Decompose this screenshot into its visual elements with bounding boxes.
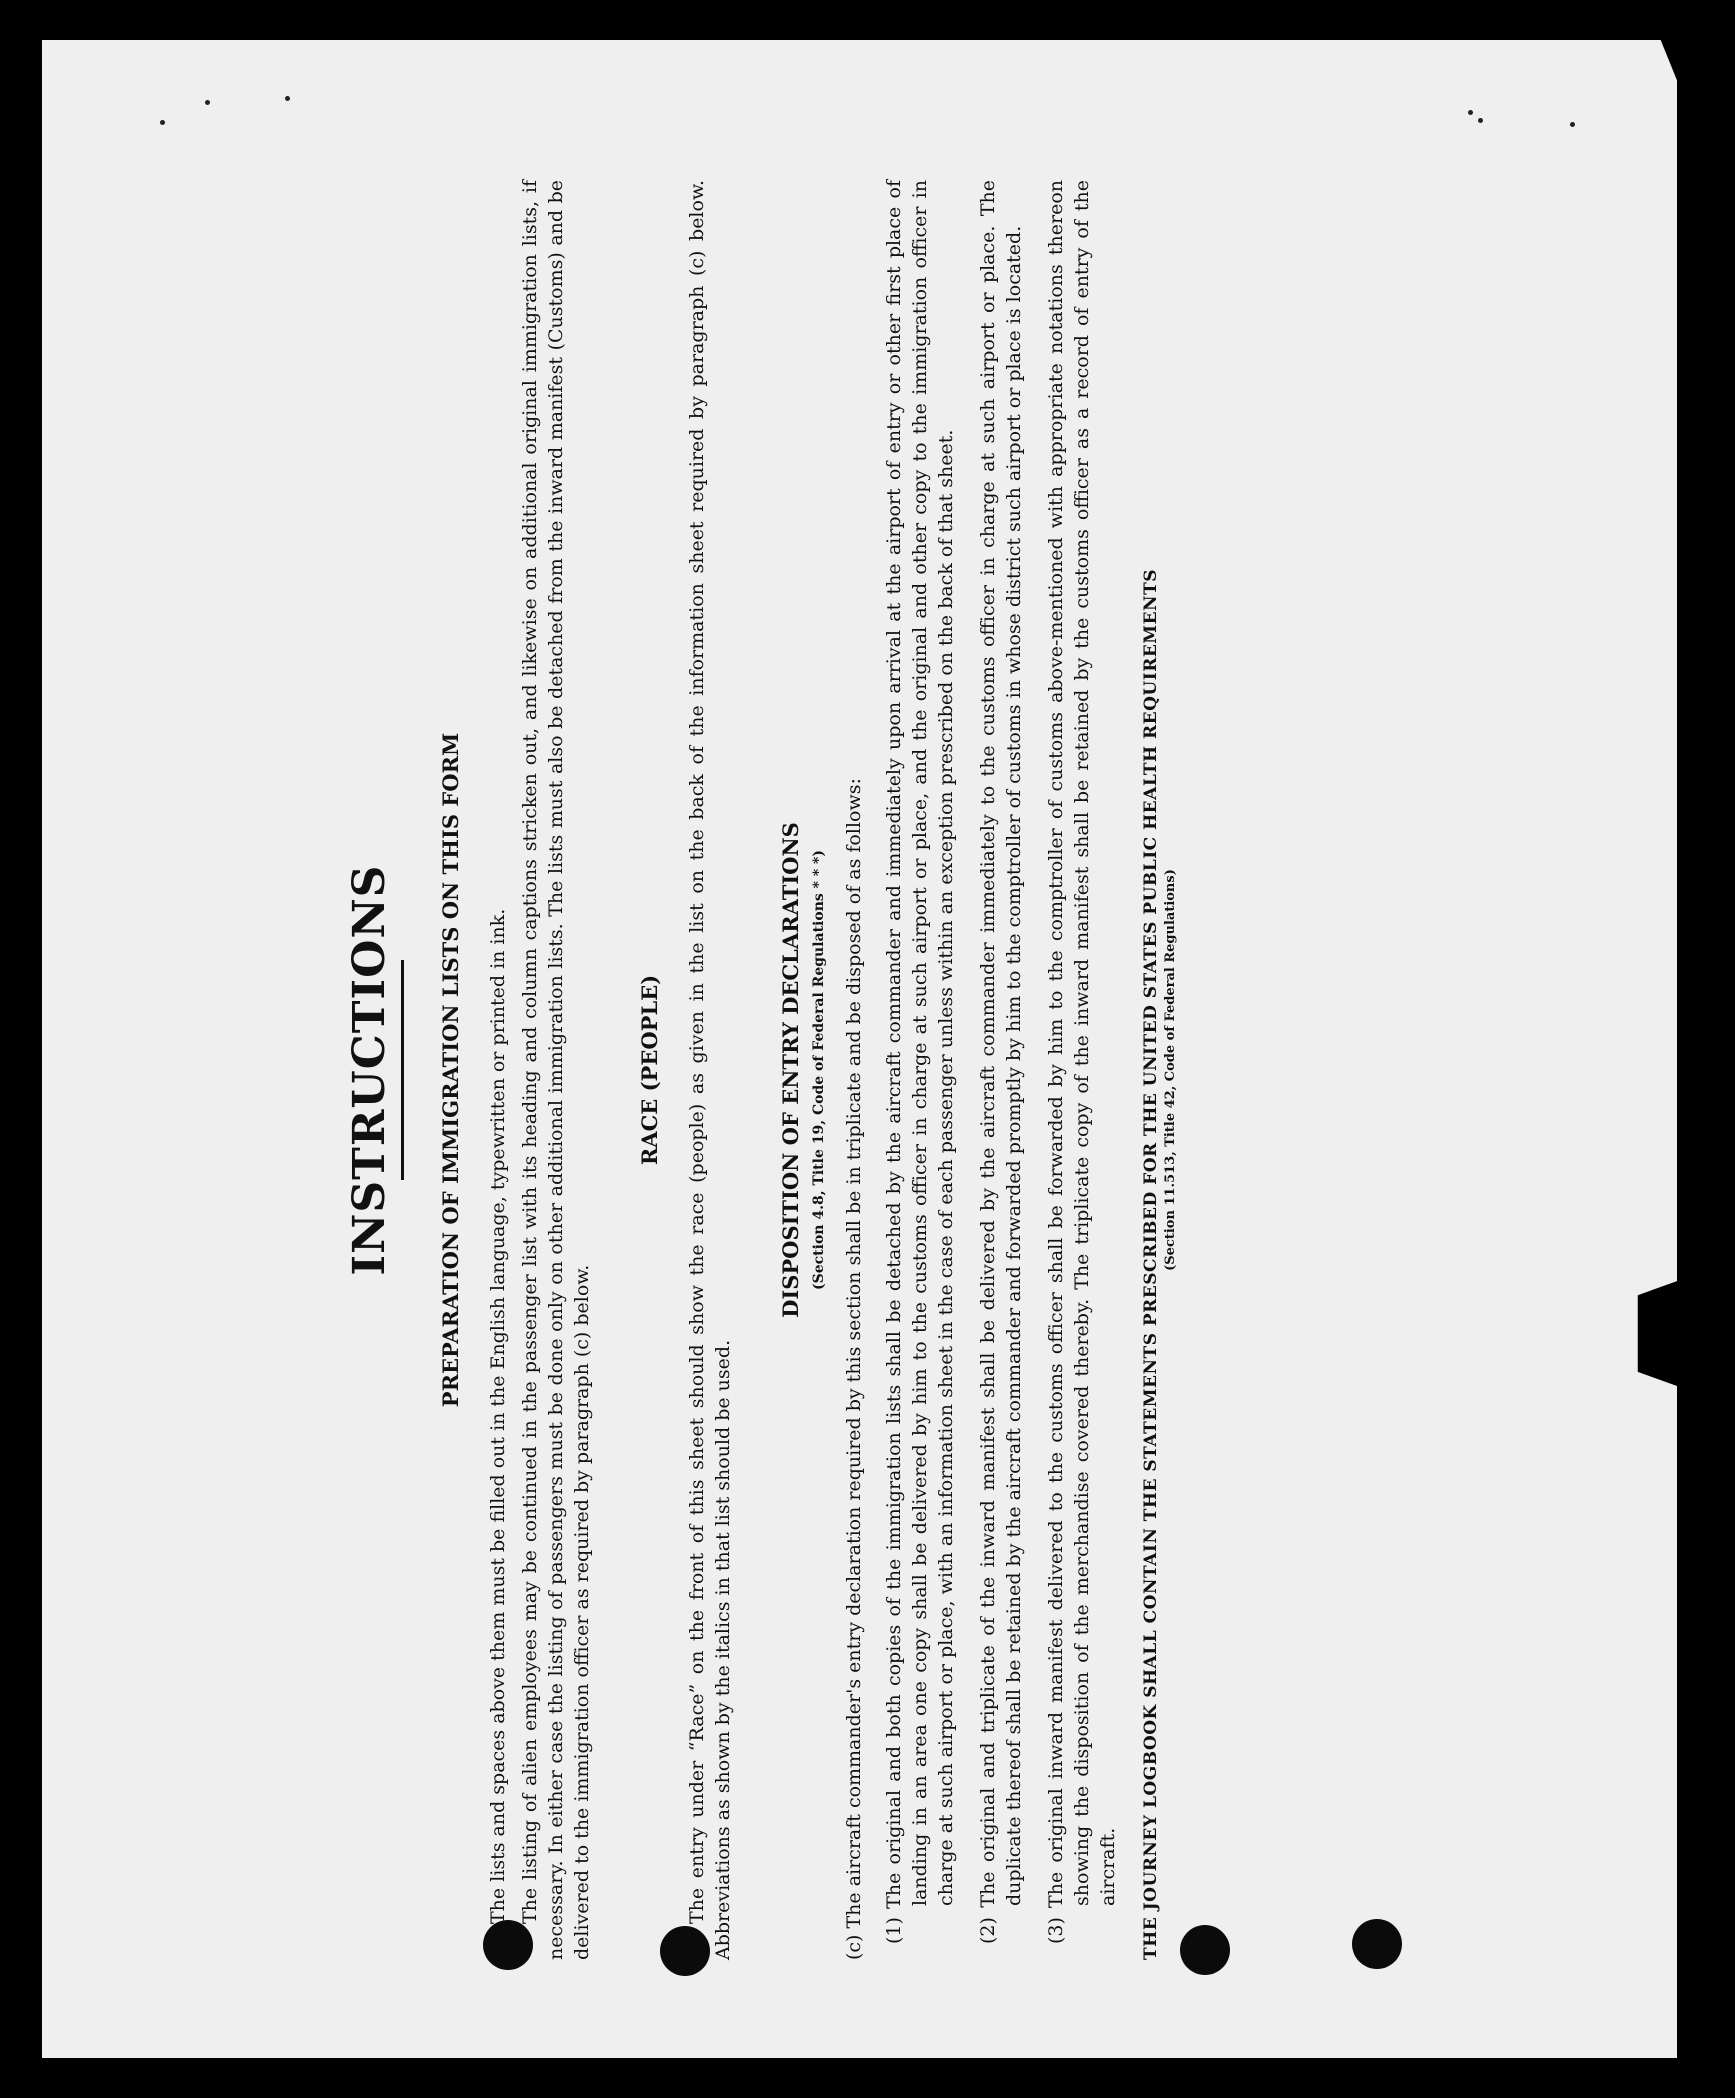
disposition-section: [778, 180, 1121, 1960]
race-section: [637, 180, 736, 1960]
scan-speck: [1478, 118, 1483, 123]
rotated-instructions-page: [340, 180, 1470, 1960]
disposition-item: (1) The original and both copies of the immigration lists shall be detached by the aircraft commander and immediately upon arrival at the airport of entry or other first place of landing in an area one copy shall be delivered by him to the customs officer in charge at such airport or place, and the original and other copy to the immigration officer in charge at such airport or place, with an information sheet in the case of each passenger unless within an exception prescribed on the back of that sheet.: [883, 180, 957, 1944]
scan-speck: [205, 100, 210, 105]
disposition-item: (3) The original inward manifest delivered to the customs officer shall be forwarded by him to the comptroller of customs above-mentioned with appropriate notations thereon showing the disposition of the merchandise covered thereby. The triplicate copy of the inward manifest shall be retained by the customs officer as a record of entry of the aircraft.: [1045, 180, 1119, 1944]
scan-speck: [1570, 122, 1575, 127]
section-spacer: [601, 180, 637, 1960]
scan-speck: [285, 96, 290, 101]
disposition-intro: (c) The aircraft commander's entry declaration required by this section shall be in triplicate and be disposed of as follows:: [843, 778, 865, 1960]
closing-section: [1141, 180, 1178, 1960]
scan-speck: [1468, 110, 1473, 115]
closing-statement: THE JOURNEY LOGBOOK SHALL CONTAIN THE STATEMENTS PRESCRIBED FOR THE UNITED STATES PUBLIC HEALTH REQUIREMENTS: [1141, 568, 1161, 1960]
scan-speck: [160, 120, 165, 125]
race-paragraph: The entry under “Race” on the front of this sheet should show the race (people) as given in the list on the back of the information sheet required by paragraph (c) below. Abbreviations as shown by the italics in that list should be used.: [686, 180, 734, 1960]
disposition-reference: (Section 4.8, Title 19, Code of Federal Regulations * * *): [811, 850, 827, 1290]
race-heading: RACE (PEOPLE): [637, 974, 662, 1166]
preparation-heading: PREPARATION OF IMMIGRATION LISTS ON THIS FORM: [438, 732, 463, 1408]
preparation-paragraph: The listing of alien employees may be continued in the passenger list with its heading and column captions stricken out, and likewise on additional original immigration lists, if necessary. In either case the listing of passengers must be done only on other additional immigration lists. The lists must also be detached from the inward manifest (Customs) and be delivered to the immigration officer as required by paragraph (c) below.: [519, 180, 593, 1960]
preparation-paragraph: The lists and spaces above them must be filled out in the English language, typewritten or printed in ink.: [487, 908, 509, 1924]
preparation-section: [438, 180, 595, 1960]
section-spacer: [742, 180, 778, 1960]
title-underline: [401, 960, 404, 1180]
disposition-heading: DISPOSITION OF ENTRY DECLARATIONS: [778, 822, 803, 1318]
disposition-item: (2) The original and triplicate of the inward manifest shall be delivered by the aircraft commander immediately to the customs officer in charge at such airport or place. The duplicate thereof shall be retained by the aircraft commander and forwarded promptly by him to the comptroller of customs in whose district such airport or place is located.: [977, 180, 1025, 1944]
closing-reference: (Section 11.513, Title 42, Code of Federal Regulations): [1163, 869, 1178, 1271]
page-title: INSTRUCTIONS: [344, 864, 395, 1276]
